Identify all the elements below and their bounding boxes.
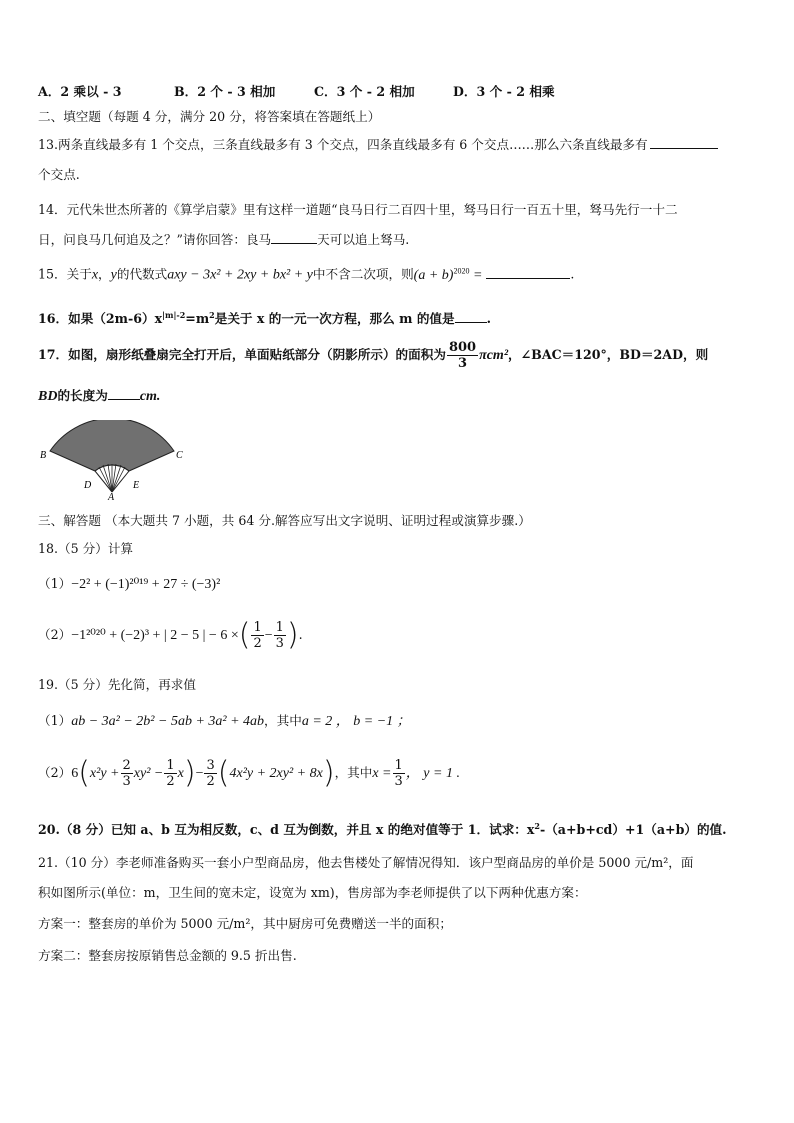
fraction-denominator: 2 [206,774,215,789]
fraction [393,758,405,789]
q15-power [414,268,483,283]
period: . [298,627,303,642]
section2-title: 二、填空题（每题 4 分，满分 20 分，将答案填在答题纸上） [38,109,381,124]
q16-mid: =m [185,311,210,327]
part-label: （2） [38,765,72,780]
term: x²y + [89,766,120,781]
q21-line2: 积如图所示(单位：m，卫生间的宽未定，设宽为 xm)，售房部为李老师提供了以下两种优惠方案： [38,885,587,900]
q18-title: 18.（5 分）计算 [38,541,134,556]
fraction-denominator: 3 [457,356,468,371]
answer-blank [271,230,317,244]
unit-cm: cm. [139,389,161,404]
separator: ， [98,266,111,282]
label-e: E [133,480,140,491]
answer-blank [455,309,487,323]
option-a: A．2 乘以 - 3 [38,84,122,99]
fraction [251,620,263,651]
rib [103,465,112,492]
q13-tail: 个交点. [38,167,80,182]
y-equals: ， y = 1 . [405,766,460,781]
fraction [447,340,478,371]
question-13 [38,135,718,154]
fraction-numerator: 1 [275,620,284,635]
q15-mid2: 中不含二次项，则 [312,266,414,282]
question-16 [38,306,491,328]
answer-blank [108,386,140,400]
exponent: 2 [534,821,540,831]
left-paren: ( [238,617,251,653]
fraction-numerator: 3 [206,758,215,773]
q14-line1: 14．元代朱世杰所著的《算学启蒙》里有这样一道题“良马日行二百四十里，驽马日行一百五十里，驽马先行一十二 [38,202,678,217]
label-d: D [84,480,92,491]
term: xy² − [133,766,164,781]
x-equals: x = [372,766,392,781]
q21-plan2: 方案二：整套房按原销售总金额的 9.5 折出售. [38,948,297,963]
shaded-fan-region [50,420,174,471]
minus-sign: − [195,766,204,781]
answer-blank [650,135,718,149]
option-c: C．3 个 - 2 相加 [314,84,415,99]
fraction-numerator: 1 [394,758,403,773]
fraction-denominator: 3 [275,636,284,651]
coefficient: 6 [71,766,79,781]
q21-plan1: 方案一：整套房的单价为 5000 元/m²，其中厨房可免费赠送一半的面积； [38,916,452,931]
part-label: （2） [38,627,72,642]
q16-prefix: 16．如果（2m-6）x [38,311,163,327]
part-label: （1） [38,713,72,728]
fraction-denominator: 3 [122,774,131,789]
part-label: （1） [38,576,72,591]
left-paren: ( [217,755,230,791]
q17-text: 的长度为 [57,388,108,403]
left-paren: ( [78,755,90,791]
q17-line2 [38,386,160,406]
fraction-denominator: 2 [166,774,175,789]
rib [112,465,121,492]
q15-prefix: 15．关于 [38,266,92,282]
fraction [164,758,176,789]
q13-text: 13.两条直线最多有 1 个交点，三条直线最多有 3 个交点，四条直线最多有 6 个交点……那么六条直线最多有 [38,137,648,152]
q14-line2a: 日，问良马几何追及之？”请你回答：良马 [38,232,272,247]
period: . [486,311,491,327]
segment-bd: BD [38,389,58,404]
fraction-numerator: 2 [122,758,131,773]
power-exponent: 2020 [453,266,470,275]
answer-blank [486,265,570,279]
fraction-numerator: 1 [166,758,175,773]
term: 4x²y + 2xy² + 8x [229,766,323,781]
q19-title: 19.（5 分）先化简，再求值 [38,677,196,692]
section3-title: 三、解答题 （本大题共 7 小题，共 64 分.解答应写出文字说明、证明过程或演算步骤.） [38,513,531,528]
q16-exponent2: 2 [209,310,215,320]
right-paren: ) [322,755,335,791]
options-line [38,83,555,101]
condition-text: ，其中 [334,765,373,780]
q18-part2 [38,617,303,653]
question-15 [38,262,574,285]
fraction [204,758,216,789]
var-x: x [91,267,99,283]
minus-sign: − [264,628,273,643]
label-a: A [108,492,115,500]
fan-figure [36,420,186,500]
question-20 [38,817,727,839]
fraction-denominator: 2 [253,636,262,651]
question-14 [38,230,409,249]
option-d: D．3 个 - 2 相乘 [453,84,555,99]
q18-p2-expression: −1²⁰²⁰ + (−2)³ + | 2 − 5 | − 6 × [71,628,239,643]
q19-p1-values: a = 2 ， b = −1 ； [301,714,411,729]
q16-exponent: |m|-2 [162,310,186,320]
q19-part2 [38,755,460,791]
condition-text: ，其中 [264,713,302,728]
q17-prefix: 17．如图，扇形纸叠扇完全打开后，单面贴纸部分（阴影所示）的面积为 [38,347,446,362]
fan-diagram [36,420,186,500]
option-b: B．2 个 - 3 相加 [174,84,276,99]
q17-condition: ，∠BAC＝120°，BD＝2AD，则 [508,347,709,362]
power-base: (a + b) [413,267,454,283]
q20-text-end: -（a+b+cd）+1（a+b）的值. [539,822,727,838]
term: x [177,766,184,781]
q21-line1: 21.（10 分）李老师准备购买一套小户型商品房，他去售楼处了解情况得知．该户型商品房的单价是 5000 元/m²，面 [38,855,694,870]
var-y: y [110,267,117,283]
q14-line2b: 天可以追上驽马. [317,232,410,247]
fraction [274,620,286,651]
q20-text: 20.（8 分）已知 a、b 互为相反数，c、d 互为倒数，并且 x 的绝对值等于 1．试求：x [38,822,535,838]
label-c: C [176,450,183,461]
question-17 [38,340,708,371]
fraction [121,758,133,789]
fraction-numerator: 1 [253,620,262,635]
fraction-denominator: 3 [394,774,403,789]
q16-rest: 是关于 x 的一元一次方程，那么 m 的值是 [214,311,455,327]
q15-mid: 的代数式 [116,266,168,282]
right-paren: ) [286,617,299,653]
q19-p1-expression: ab − 3a² − 2b² − 5ab + 3a² + 4ab [71,714,265,729]
area-unit: πcm² [479,348,509,363]
q19-part1 [38,712,411,731]
label-b: B [40,450,47,461]
equals-sign: = [472,267,483,283]
q18-p1-expression: −2² + (−1)²⁰¹⁹ + 27 ÷ (−3)² [71,577,221,592]
period: . [570,266,575,282]
q18-part1 [38,575,220,594]
q15-expression: axy − 3x² + 2xy + bx² + y [167,267,313,283]
right-paren: ) [183,755,196,791]
fraction-numerator: 800 [448,340,477,355]
